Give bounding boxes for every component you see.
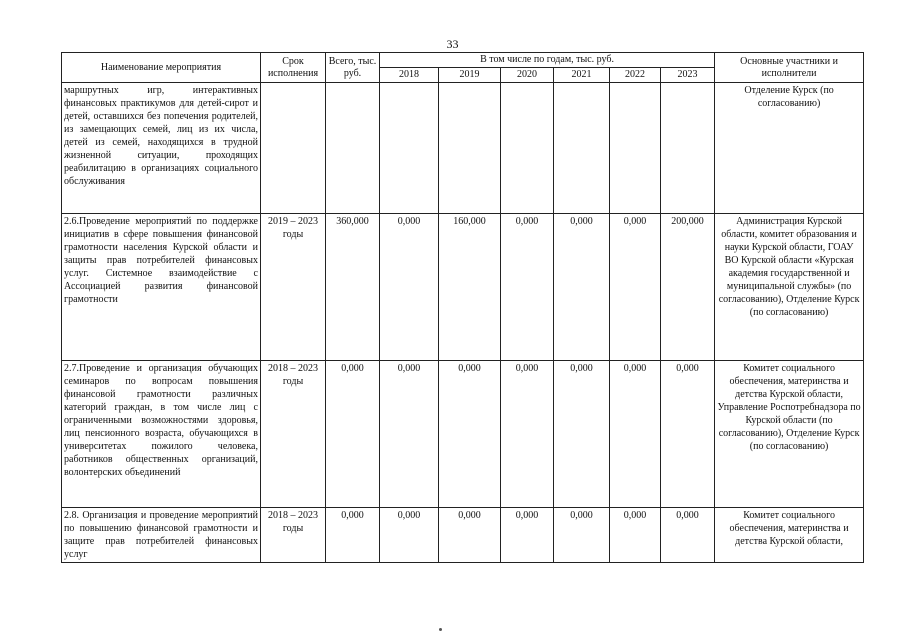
header-year: 2023 [661, 68, 715, 83]
event-value: 0,000 [439, 508, 501, 563]
event-value [661, 83, 715, 214]
header-row-1 [62, 53, 864, 68]
event-name: маршрутных игр, интерактивных финансовых практикумов для детей-сирот и детей, оставшихся без попечения родителей, из замещающих семей, лиц из их числа, детей из семей, находящихся в трудной жизненной ситуации, проходящих реабилитацию в организациях социального обслуживания [62, 83, 261, 214]
event-value [380, 83, 439, 214]
event-value: 160,000 [439, 214, 501, 361]
event-value: 0,000 [501, 361, 554, 508]
header-year: 2019 [439, 68, 501, 83]
header-year: 2021 [554, 68, 610, 83]
event-value [439, 83, 501, 214]
event-value: 0,000 [554, 508, 610, 563]
events-table [61, 52, 864, 563]
event-participants: Отделение Курск (по согласованию) [715, 83, 864, 214]
header-year: 2022 [610, 68, 661, 83]
header-year: 2020 [501, 68, 554, 83]
event-value: 0,000 [380, 361, 439, 508]
event-value: 0,000 [554, 361, 610, 508]
event-name: 2.6.Проведение мероприятий по поддержке инициатив в сфере повышения финансовой грамотности населения Курской области и защиты прав потребителей финансовых услуг. Системное взаимодействие с Ассоциацией развития финансовой грамотности [62, 214, 261, 361]
event-value: 0,000 [661, 361, 715, 508]
event-value: 0,000 [610, 361, 661, 508]
header-name: Наименование мероприятия [62, 53, 261, 83]
event-value: 0,000 [661, 508, 715, 563]
event-total [326, 83, 380, 214]
event-value [610, 83, 661, 214]
event-participants: Комитет социального обеспечения, материнства и детства Курской области, [715, 508, 864, 563]
header-term: Срок исполнения [261, 53, 326, 83]
event-name: 2.7.Проведение и организация обучающих семинаров по вопросам повышения финансовой грамотности различных категорий граждан, в том числе лиц с ограниченными возможностями здоровья, лиц пенсионного возраста, обучающихся в университетах пожилого человека, работников общественных организаций, волонтерских объединений [62, 361, 261, 508]
event-value: 200,000 [661, 214, 715, 361]
table-row [62, 361, 864, 508]
event-value [554, 83, 610, 214]
event-term: 2018 – 2023 годы [261, 361, 326, 508]
event-term [261, 83, 326, 214]
event-value [501, 83, 554, 214]
event-value: 0,000 [610, 508, 661, 563]
header-participants: Основные участники и исполнители [715, 53, 864, 83]
event-total: 0,000 [326, 361, 380, 508]
table-row [62, 214, 864, 361]
event-value: 0,000 [554, 214, 610, 361]
table-row [62, 83, 864, 214]
event-total: 360,000 [326, 214, 380, 361]
event-term: 2018 – 2023 годы [261, 508, 326, 563]
event-total: 0,000 [326, 508, 380, 563]
event-participants: Администрация Курской области, комитет образования и науки Курской области, ГОАУ ВО Курской области «Курская академия государственной и муниципальной службы» (по согласованию), Отделение Курск (по согласованию) [715, 214, 864, 361]
event-value: 0,000 [610, 214, 661, 361]
scan-dot [439, 628, 442, 631]
table-row [62, 508, 864, 563]
header-year: 2018 [380, 68, 439, 83]
event-value: 0,000 [501, 508, 554, 563]
header-total: Всего, тыс. руб. [326, 53, 380, 83]
event-value: 0,000 [439, 361, 501, 508]
event-value: 0,000 [380, 508, 439, 563]
event-name: 2.8. Организация и проведение мероприятий по повышению финансовой грамотности и защите прав потребителей финансовых услуг [62, 508, 261, 563]
event-term: 2019 – 2023 годы [261, 214, 326, 361]
page-number: 33 [446, 37, 459, 51]
event-value: 0,000 [380, 214, 439, 361]
header-by-years: В том числе по годам, тыс. руб. [380, 53, 715, 68]
event-participants: Комитет социального обеспечения, материнства и детства Курской области, Управление Роспотребнадзора по Курской области (по согласованию), Отделение Курск (по согласованию) [715, 361, 864, 508]
event-value: 0,000 [501, 214, 554, 361]
